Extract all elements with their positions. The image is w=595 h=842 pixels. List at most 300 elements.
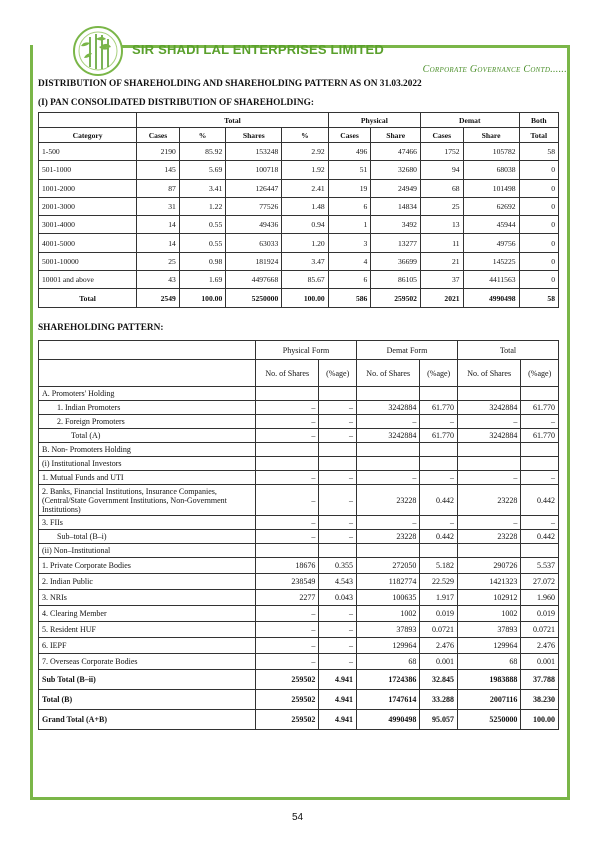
page-title: DISTRIBUTION OF SHAREHOLDING AND SHAREHOLDING PATTERN AS ON 31.03.2022 [38,79,422,89]
table-cell: 13277 [371,234,421,252]
table-cell: 51 [328,161,371,179]
table-cell: 1421323 [457,574,520,590]
table-row [39,234,559,252]
table-cell: 43 [137,271,180,289]
table-cell: 0.442 [420,530,458,544]
table-cell: 1.22 [179,197,225,215]
table-cell: 0.0721 [521,622,559,638]
table-cell [356,544,419,558]
table-cell: 2190 [137,143,180,161]
table-cell: 496 [328,143,371,161]
table-cell: 62692 [463,197,519,215]
table-cell: 0.0721 [420,622,458,638]
column-header: Shares [226,128,282,143]
table-cell: – [256,530,319,544]
table-cell [420,457,458,471]
table-cell: 86105 [371,271,421,289]
table-cell: 68 [457,654,520,670]
table-cell: 1747614 [356,690,419,710]
row-label: Total (B) [39,690,256,710]
table-cell: 22.529 [420,574,458,590]
table-cell: 0 [519,252,558,270]
table-cell: 3492 [371,216,421,234]
table-cell: 100718 [226,161,282,179]
table-cell: 2277 [256,590,319,606]
table-row [39,415,559,429]
table-cell [319,387,357,401]
column-header: Cases [328,128,371,143]
table-cell: – [356,516,419,530]
table-cell: 1983888 [457,670,520,690]
column-header: (%age) [521,360,559,387]
table-cell: 37893 [457,622,520,638]
table-cell: – [319,530,357,544]
table-cell: 95.057 [420,710,458,730]
table-row [39,558,559,574]
table-cell: 1.917 [420,590,458,606]
table-row [39,710,559,730]
table-cell: 259502 [256,710,319,730]
table-cell: 11 [420,234,463,252]
table-cell: 77526 [226,197,282,215]
group-header: Physical [328,113,420,128]
column-header: % [282,128,328,143]
table-cell: 24949 [371,179,421,197]
group-header: Demat [420,113,519,128]
table-row [39,161,559,179]
table-cell: 32.845 [420,670,458,690]
column-header: Cases [137,128,180,143]
table-cell: – [256,485,319,516]
table-cell: 2.41 [282,179,328,197]
table-cell: 129964 [356,638,419,654]
table-cell: 23228 [457,485,520,516]
table-cell [457,457,520,471]
table-cell: Total [39,289,137,307]
table-cell: 0 [519,271,558,289]
table-cell: 4.941 [319,710,357,730]
table-cell: 0.442 [521,485,559,516]
table-cell: 4 [328,252,371,270]
table-cell: 27.072 [521,574,559,590]
table-row [39,143,559,161]
table-cell: 4990498 [463,289,519,307]
table-cell [521,544,559,558]
table-cell: – [256,516,319,530]
table-row [39,670,559,690]
blank-header-cell [39,341,256,360]
row-label: 1. Mutual Funds and UTI [39,471,256,485]
table-cell: 100635 [356,590,419,606]
table-cell: 21 [420,252,463,270]
column-header: % [179,128,225,143]
table-row [39,574,559,590]
table-cell: 0.55 [179,216,225,234]
table-cell: 1.20 [282,234,328,252]
table-cell: 85.92 [179,143,225,161]
table-row [39,638,559,654]
table-row [39,429,559,443]
table-cell: 49756 [463,234,519,252]
table-cell [420,387,458,401]
table-cell: 37 [420,271,463,289]
table-cell: 0 [519,197,558,215]
table-cell: 1 [328,216,371,234]
table-cell: 25 [420,197,463,215]
group-header-row [39,113,559,128]
table-cell: 3242884 [457,401,520,415]
total-row [39,289,559,307]
table-cell: – [319,654,357,670]
table-cell [521,387,559,401]
table-cell: 0 [519,179,558,197]
table-row [39,387,559,401]
table-cell: 14 [137,234,180,252]
table-cell: 0.442 [521,530,559,544]
table-row [39,252,559,270]
table-cell: 0 [519,216,558,234]
column-header: Share [463,128,519,143]
row-label: 1. Indian Promoters [39,401,256,415]
table-cell: 10001 and above [39,271,137,289]
table-cell: – [319,638,357,654]
table-cell [256,387,319,401]
table-cell: 1-500 [39,143,137,161]
row-label: Grand Total (A+B) [39,710,256,730]
table-cell: – [256,622,319,638]
table-cell: 0.043 [319,590,357,606]
table-cell: 14834 [371,197,421,215]
table-cell: 0.001 [521,654,559,670]
table-cell: 501-1000 [39,161,137,179]
table-row [39,530,559,544]
group-header: Both [519,113,558,128]
table-cell [420,544,458,558]
table-cell [420,443,458,457]
table-cell [457,387,520,401]
table-cell: – [256,654,319,670]
table-row [39,516,559,530]
column-header-row [39,128,559,143]
table-cell: 100.00 [521,710,559,730]
table-cell: 6 [328,197,371,215]
table-cell: 4411563 [463,271,519,289]
table-cell: 1002 [356,606,419,622]
table-cell: 45944 [463,216,519,234]
column-header: Category [39,128,137,143]
column-header: Cases [420,128,463,143]
table-cell: 259502 [256,670,319,690]
table-cell: 1752 [420,143,463,161]
table-cell: – [319,485,357,516]
table-row [39,606,559,622]
row-label: (i) Institutional Investors [39,457,256,471]
group-header: Total [137,113,329,128]
table-cell: 290726 [457,558,520,574]
table-cell: – [420,415,458,429]
table-cell [457,544,520,558]
row-label: A. Promoters' Holding [39,387,256,401]
table-cell: 0 [519,161,558,179]
table-cell [521,443,559,457]
row-label: 2. Banks, Financial Institutions, Insurance Companies, (Central/State Government Institutions, Non-Government Institutions) [39,485,256,516]
table-cell [356,457,419,471]
table-cell: 1001-2000 [39,179,137,197]
column-header: No. of Shares [256,360,319,387]
table-cell: 181924 [226,252,282,270]
table-cell: 0.98 [179,252,225,270]
table-cell: 4.543 [319,574,357,590]
table-cell: 4001-5000 [39,234,137,252]
section-header: Corporate Governance Contd...... [422,64,567,75]
pan-distribution-table [38,112,559,308]
table-cell: 259502 [371,289,421,307]
table-cell [319,443,357,457]
table-cell: 19 [328,179,371,197]
table-cell: 5.69 [179,161,225,179]
table-cell: 2.476 [420,638,458,654]
row-label: Sub Total (B–ii) [39,670,256,690]
table-cell: 102912 [457,590,520,606]
table-row [39,216,559,234]
table-cell: 23228 [356,530,419,544]
table-cell: 1.48 [282,197,328,215]
table-cell: 94 [420,161,463,179]
table-cell: – [420,471,458,485]
table-cell: 2.92 [282,143,328,161]
table-cell: 58 [519,289,558,307]
table-cell [457,443,520,457]
table-cell: 3.47 [282,252,328,270]
row-label: 1. Private Corporate Bodies [39,558,256,574]
table-cell [356,443,419,457]
table-cell: – [457,516,520,530]
row-label: 3. NRIs [39,590,256,606]
table-cell: 259502 [256,690,319,710]
table-cell: 0.019 [420,606,458,622]
table-cell: – [256,606,319,622]
table-cell: 68 [356,654,419,670]
table-cell: 13 [420,216,463,234]
row-label: 5. Resident HUF [39,622,256,638]
table-cell: 153248 [226,143,282,161]
table-cell: 0.019 [521,606,559,622]
table-cell: 18676 [256,558,319,574]
table-cell: – [521,415,559,429]
table-row [39,544,559,558]
table-cell: – [319,622,357,638]
blank-header-cell [39,360,256,387]
table-row [39,179,559,197]
table-cell: 61.770 [521,401,559,415]
table-cell: – [256,471,319,485]
table-cell: 0 [519,234,558,252]
table-cell: 2549 [137,289,180,307]
table-cell: – [521,471,559,485]
group-header: Demat Form [356,341,457,360]
table-cell: 5.182 [420,558,458,574]
table-cell: 100.00 [179,289,225,307]
table-cell: – [356,415,419,429]
table-cell [256,443,319,457]
table-cell: 3242884 [457,429,520,443]
table-row [39,197,559,215]
table-cell: 0.355 [319,558,357,574]
table-cell [521,457,559,471]
table-cell: 31 [137,197,180,215]
table-cell: 14 [137,216,180,234]
company-logo [72,25,124,77]
group-header: Total [457,341,558,360]
table-cell: – [420,516,458,530]
table-cell: 61.770 [420,401,458,415]
table-cell: 5250000 [457,710,520,730]
table-cell: 1.92 [282,161,328,179]
table-cell: – [256,429,319,443]
table-row [39,622,559,638]
table-cell: 1002 [457,606,520,622]
page-number: 54 [291,812,304,823]
table-cell: 4.941 [319,670,357,690]
company-name: SIR SHADI LAL ENTERPRISES LIMITED [132,42,384,57]
row-label: 3. FIIs [39,516,256,530]
shareholding-pattern-table [38,340,559,730]
row-label: Sub–total (B–i) [39,530,256,544]
table-row [39,690,559,710]
table-cell: 586 [328,289,371,307]
table-cell: 36699 [371,252,421,270]
table-cell: 61.770 [420,429,458,443]
table-cell: 145225 [463,252,519,270]
table-cell: 100.00 [282,289,328,307]
table-cell: 87 [137,179,180,197]
table-row [39,471,559,485]
column-header: (%age) [319,360,357,387]
table-cell: 1182774 [356,574,419,590]
table-cell: 129964 [457,638,520,654]
row-label: 4. Clearing Member [39,606,256,622]
table-cell: – [457,415,520,429]
table-cell: 3242884 [356,401,419,415]
table-cell: 23228 [457,530,520,544]
table-cell [319,544,357,558]
table-cell: 3 [328,234,371,252]
table-cell: 101498 [463,179,519,197]
table-cell: – [521,516,559,530]
table-cell: 2007116 [457,690,520,710]
table-cell: 68 [420,179,463,197]
table-cell: 0.442 [420,485,458,516]
table-cell: 47466 [371,143,421,161]
table-cell: – [457,471,520,485]
table-cell: 2021 [420,289,463,307]
table-cell [356,387,419,401]
row-label: (ii) Non–Institutional [39,544,256,558]
group-header: Physical Form [256,341,357,360]
table-cell: – [256,638,319,654]
table-cell: 5250000 [226,289,282,307]
table-cell: 1.69 [179,271,225,289]
table-cell: 105782 [463,143,519,161]
table-row [39,590,559,606]
column-header: Share [371,128,421,143]
blank-header-cell [39,113,137,128]
table-cell [256,544,319,558]
row-label: 2. Indian Public [39,574,256,590]
column-header: No. of Shares [457,360,520,387]
table-cell: – [256,415,319,429]
table-cell: – [256,401,319,415]
table-cell: 4990498 [356,710,419,730]
table-cell: 3242884 [356,429,419,443]
table-cell: 2001-3000 [39,197,137,215]
table-cell: – [319,401,357,415]
row-label: 2. Foreign Promoters [39,415,256,429]
table-cell: 3.41 [179,179,225,197]
sub-header-row [39,360,559,387]
column-header: (%age) [420,360,458,387]
table-cell: 63033 [226,234,282,252]
group-header-row [39,341,559,360]
table-cell: 0.94 [282,216,328,234]
table-cell: 3001-4000 [39,216,137,234]
pan-section-heading: (I) PAN CONSOLIDATED DISTRIBUTION OF SHAREHOLDING: [38,98,314,108]
table-cell: 23228 [356,485,419,516]
table-cell: – [319,471,357,485]
table-cell: – [319,429,357,443]
table-row [39,654,559,670]
table-cell: 5001-10000 [39,252,137,270]
table-cell: – [319,415,357,429]
table-cell: 145 [137,161,180,179]
table-cell: 5.537 [521,558,559,574]
table-cell: 4497668 [226,271,282,289]
table-cell: 1724386 [356,670,419,690]
table-cell: – [319,516,357,530]
row-label: 7. Overseas Corporate Bodies [39,654,256,670]
table-row [39,457,559,471]
pattern-section-heading: SHAREHOLDING PATTERN: [38,323,164,333]
table-cell: 37893 [356,622,419,638]
table-row [39,401,559,415]
column-header: Total [519,128,558,143]
table-cell: 49436 [226,216,282,234]
row-label: Total (A) [39,429,256,443]
table-cell: 126447 [226,179,282,197]
row-label: B. Non- Promoters Holding [39,443,256,457]
table-cell: 4.941 [319,690,357,710]
table-cell: 238549 [256,574,319,590]
table-cell: 1.960 [521,590,559,606]
table-cell: – [319,606,357,622]
table-cell: 0.55 [179,234,225,252]
table-row [39,485,559,516]
row-label: 6. IEPF [39,638,256,654]
table-cell: 68038 [463,161,519,179]
table-cell: 25 [137,252,180,270]
table-row [39,271,559,289]
table-cell: 37.788 [521,670,559,690]
table-cell: 85.67 [282,271,328,289]
table-cell: 58 [519,143,558,161]
table-row [39,443,559,457]
table-cell: 61.770 [521,429,559,443]
table-cell: 2.476 [521,638,559,654]
table-cell: – [356,471,419,485]
table-cell [256,457,319,471]
table-cell: 38.230 [521,690,559,710]
table-cell: 32680 [371,161,421,179]
